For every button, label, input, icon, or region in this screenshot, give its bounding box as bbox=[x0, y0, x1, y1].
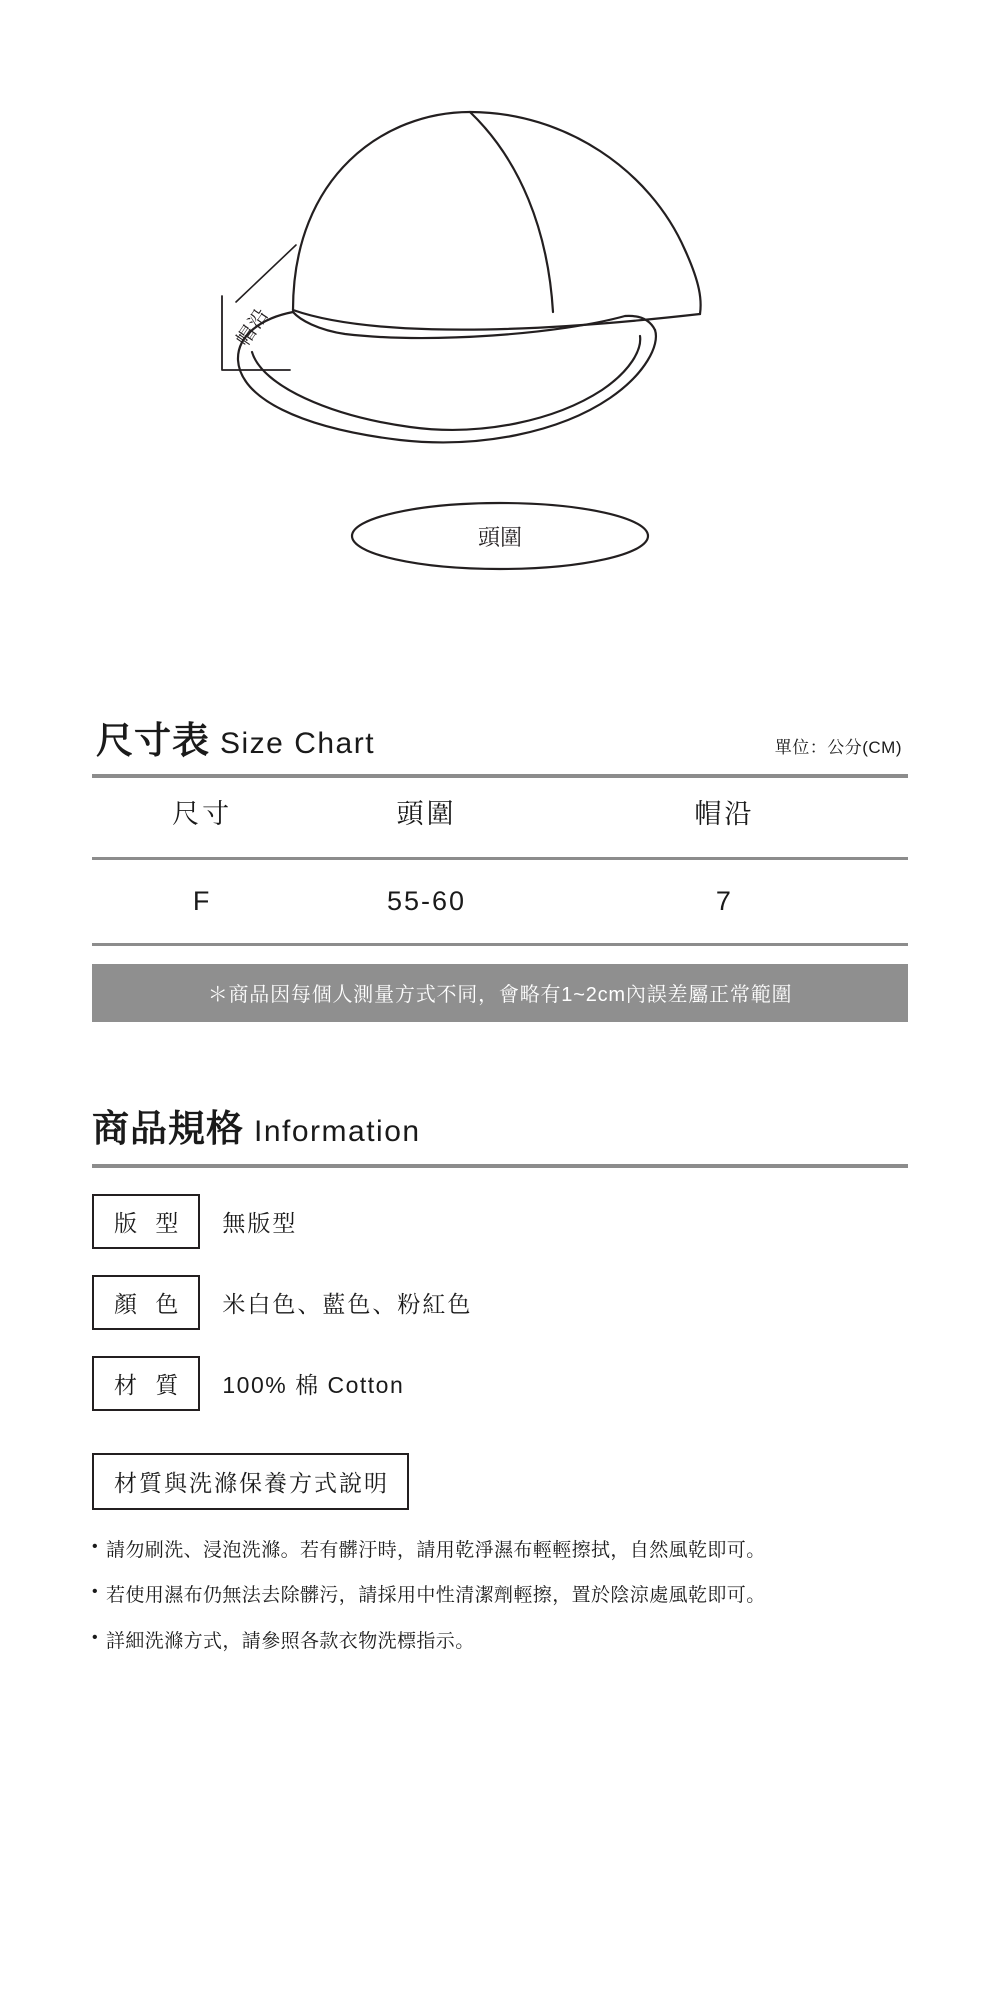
size-chart-col-size: 尺寸 bbox=[172, 799, 233, 829]
information-section bbox=[92, 1098, 908, 1672]
size-chart-header bbox=[92, 710, 908, 764]
size-chart-title-en: Size Chart bbox=[220, 727, 376, 760]
list-item: • 若使用濕布仍無法去除髒污，請採用中性清潔劑輕擦，置於陰涼處風乾即可。 bbox=[92, 1581, 908, 1610]
size-chart-unit: 單位：公分(CM) bbox=[774, 738, 902, 757]
spec-row-material bbox=[92, 1356, 908, 1411]
cap-illustration bbox=[0, 0, 1000, 640]
size-chart-title-cn: 尺寸表 bbox=[96, 720, 210, 761]
spec-value-material: 100% 棉 Cotton bbox=[222, 1372, 405, 1398]
size-chart-section bbox=[92, 710, 908, 1022]
size-chart-header-rule bbox=[92, 843, 908, 872]
spec-value-color: 米白色、藍色、粉紅色 bbox=[222, 1291, 473, 1317]
size-chart-bottom-rule bbox=[92, 929, 908, 958]
size-cell-head: 55-60 bbox=[387, 886, 467, 916]
spec-row-color bbox=[92, 1275, 908, 1330]
measurement-note: ＊商品因每個人測量方式不同，會略有1~2cm內誤差屬正常範圍 bbox=[92, 964, 908, 1022]
spec-label-color: 顏 色 bbox=[92, 1275, 200, 1330]
list-item: • 詳細洗滌方式，請參照各款衣物洗標指示。 bbox=[92, 1627, 908, 1656]
information-title-cn: 商品規格 bbox=[92, 1108, 244, 1149]
care-instructions-list bbox=[92, 1536, 908, 1656]
size-cell-size: F bbox=[192, 886, 212, 916]
size-chart-col-brim: 帽沿 bbox=[694, 799, 755, 829]
spec-row-fit bbox=[92, 1194, 908, 1249]
information-title-en: Information bbox=[254, 1115, 421, 1148]
head-circumference-label: 頭圍 bbox=[477, 525, 523, 550]
spec-value-fit: 無版型 bbox=[222, 1210, 298, 1236]
size-cell-brim: 7 bbox=[715, 886, 733, 916]
size-chart-table bbox=[92, 778, 908, 958]
spec-label-fit: 版 型 bbox=[92, 1194, 200, 1249]
size-chart-header-row bbox=[92, 778, 908, 843]
list-item: • 請勿刷洗、浸泡洗滌。若有髒汙時，請用乾淨濕布輕輕擦拭，自然風乾即可。 bbox=[92, 1536, 908, 1565]
information-title bbox=[92, 1098, 908, 1152]
size-chart-col-head: 頭圍 bbox=[396, 799, 457, 829]
information-top-rule bbox=[92, 1164, 908, 1168]
size-chart-title bbox=[96, 710, 375, 764]
table-row bbox=[92, 872, 908, 929]
brim-label: 帽沿 bbox=[232, 303, 274, 351]
spec-label-material: 材 質 bbox=[92, 1356, 200, 1411]
care-instructions-title: 材質與洗滌保養方式說明 bbox=[92, 1453, 409, 1510]
